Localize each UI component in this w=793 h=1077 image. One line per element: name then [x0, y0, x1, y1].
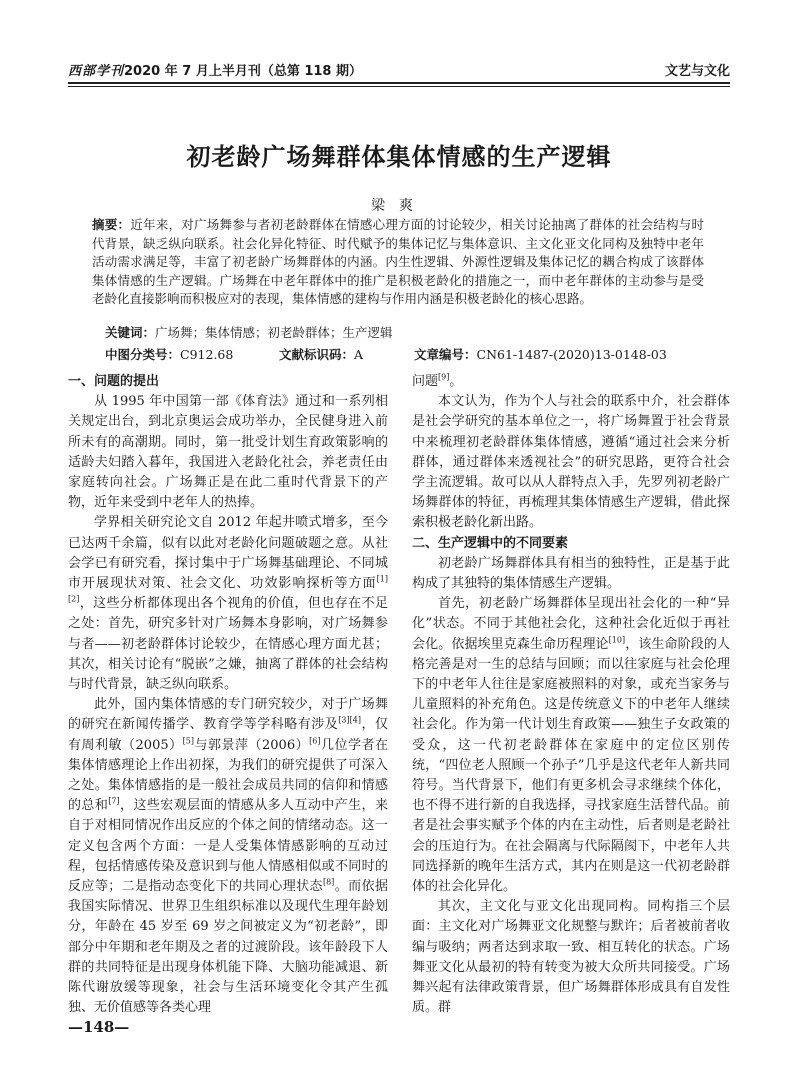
doc-value: A — [354, 347, 364, 362]
article-meta — [105, 345, 705, 363]
citation: [5] — [182, 736, 194, 746]
citation: [1][2] — [68, 574, 388, 604]
keywords — [105, 323, 393, 341]
paragraph: 此外，国内集体情感的专门研究较少，对于广场舞的研究在新闻传播学、教育学等学科略有涉及[3][4]，仅有周利敏（2005）[5]与郭景萍（2006）[6]几位学者在集体情感理论上作出初探，为我们的研究提供了可深入之处。集体情感指的是一般社会成员共同的信仰和情感的总和[7]，这些宏观层面的情感从多人互动中产生，来自于对相同情况作出反应的个体之间的情绪动态。这一定义包含两个方面：一是人受集体情感影响的互动过程，包括情感传染及意识到与他人情感相似或不同时的反应等；二是指动态变化下的共同心理状态[8]。而依据我国实际情况、世界卫生组织标准以及现代生理年龄划分，年龄在 45 岁至 69 岁之间被定义为“初老龄”，即部分中年期和老年期及之者的过渡阶段。该年龄段下人群的共同特征是出现身体机能下降、大脑功能减退、新陈代谢放缓等现象，社会与生活环境变化令其产生孤独、无价值感等各类心理 — [68, 697, 388, 1016]
abstract-text: 近年来，对广场舞参与者初老龄群体在情感心理方面的讨论较少，相关讨论抽离了群体的社会结构与时代背景，缺乏纵向联系。社会化异化特征、时代赋予的集体记忆与集体意识、主文化亚文化同构及独特中老年活动需求满足等，丰富了初老龄广场舞群体的内涵。内生性逻辑、外源性逻辑及集体记忆的耦合构成了该群体集体情感的生产逻辑。广场舞在中老年群体中的推广是积极老龄化的措施之一，而中老年群体的主动参与是受老龄化直接影响而积极应对的表现，集体情感的建构与作用内涵是积极老龄化的核心思路。 — [92, 217, 704, 306]
article-title: 初老龄广场舞群体集体情感的生产逻辑 — [186, 142, 612, 171]
clc-number — [105, 345, 233, 363]
article-number — [414, 345, 667, 363]
paragraph: 其次，主文化与亚文化出现同构。同构指三个层面：主文化对广场舞亚文化规整与默许；后者被前者收编与吸纳；两者达到求取一致、相互转化的状态。广场舞亚文化从最初的特有转变为被大众所共同接受。广场舞兴起有法律政策背景，但广场舞群体形成具有自发性质。群 — [412, 899, 730, 1016]
keywords-label: 关键词： — [105, 325, 156, 340]
citation: [10] — [608, 635, 626, 645]
abstract-label: 摘要： — [92, 217, 131, 232]
page-number: —148— — [68, 1018, 130, 1036]
running-header — [68, 60, 730, 80]
journal-logo: 西部学刊 — [68, 64, 125, 79]
citation: [7] — [108, 796, 120, 806]
abstract — [92, 216, 704, 309]
art-value: CN61-1487-(2020)13-0148-03 — [476, 347, 667, 362]
section-heading-1: 一、问题的提出 — [68, 374, 160, 389]
clc-label: 中图分类号： — [105, 347, 181, 362]
paragraph: 学界相关研究论文自 2012 年起井喷式增多，至今已达两千余篇，似有以此对老龄化问题破题之意。从社会学已有研究看，探讨集中于广场舞基础理论、不同城市开展现状对策、社会文化、功效影响探析等方面[1][2]，这些分析都体现出各个视角的价值，但也存在不足之处：首先，研究多针对广场舞本身影响，对广场舞参与者——初老龄群体讨论较少，在情感心理方面尤甚；其次，相关讨论有“脱嵌”之嫌，抽离了群体的社会结构与时代背景，缺乏纵向联系。 — [68, 515, 388, 693]
doc-code — [279, 345, 363, 363]
keywords-text: 广场舞；集体情感；初老龄群体；生产逻辑 — [155, 325, 393, 340]
citation: [8] — [322, 877, 335, 887]
section-heading-2: 二、生产逻辑中的不同要素 — [412, 535, 569, 551]
citation: [3][4] — [338, 716, 361, 726]
citation: [6] — [309, 736, 321, 746]
issue-info: 2020 年 7 月上半月刊（总第 118 期） — [124, 64, 363, 79]
paragraph: 从 1995 年中国第一部《体育法》通过和一系列相关规定出台，到北京奥运会成功举办，全民健身进入前所未有的高潮期。同时，第一批受计划生育政策影响的适龄夫妇踏入暮年，我国进入老龄化社会，养老责任由家庭转向社会。广场舞正是在此二重时代背景下的产物，近年来受到中老年人的热捧。 — [68, 394, 388, 511]
header-rule — [68, 82, 730, 84]
left-column — [68, 372, 388, 1019]
journal-issue — [68, 60, 362, 79]
paragraph: 本文认为，作为个人与社会的联系中介，社会群体是社会学研究的基本单位之一，将广场舞置于社会背景中来梳理初老龄群体集体情感，遵循“通过社会来分析群体，通过群体来透视社会”的研究思路，更符合社会学主流逻辑。故可以从人群特点入手，先罗列初老龄广场舞群体的特征，再梳理其集体情感生产逻辑，借此探索积极老龄化新出路。 — [412, 394, 730, 531]
art-label: 文章编号： — [414, 347, 477, 362]
right-column — [412, 372, 730, 1019]
author: 梁爽 — [371, 198, 427, 214]
paragraph: 首先，初老龄广场舞群体呈现出社会化的一种“异化”状态。不同于其他社会化，这种社会化近似于再社会化。依据埃里克森生命历程理论[10]，该生命阶段的人格完善是对一生的总结与回顾；而以往家庭与社会伦理下的中老年人往往是家庭被照料的对象，或充当家务与儿童照料的补充角色。这是传统意义下的中老年人继续社会化。作为第一代计划生育政策——独生子女政策的受众，这一代初老龄群体在家庭中的定位区别传统，“四位老人照顾一个孙子”几乎是这代老年人新共同符号。当代背景下，他们有更多机会寻求继续个体化，也不得不进行新的自我选择，寻找家庭生活替代品。前者是社会事实赋予个体的内在主动性，后者则是老龄社会的压迫行为。在社会隔离与代际隔阂下，中老年人共同选择新的晚年生活方式，其内在则是这一代初老龄群体的社会化异化。 — [412, 596, 730, 895]
clc-value: C912.68 — [180, 347, 234, 362]
paragraph: 初老龄广场舞群体具有相当的独特性，正是基于此构成了其独特的集体情感生产逻辑。 — [412, 555, 730, 592]
citation: [9] — [438, 372, 450, 382]
section-name: 文艺与文化 — [664, 64, 730, 79]
header-rule-thin — [68, 86, 730, 87]
paragraph: 问题[9]。 — [412, 372, 463, 389]
doc-label: 文献标识码： — [279, 347, 355, 362]
